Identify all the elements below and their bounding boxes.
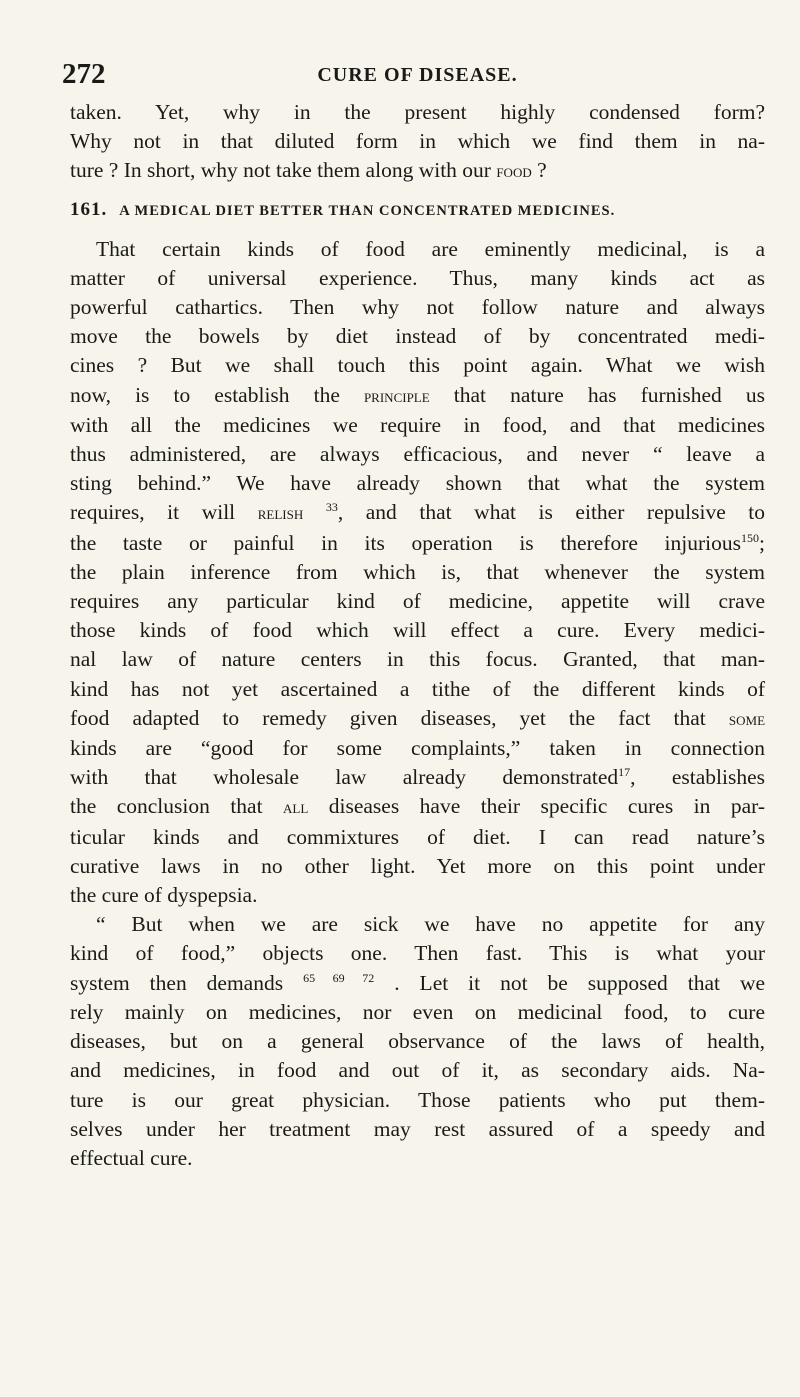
- text-line: and medicines, in food and out of it, as secondary aids. Na-: [70, 1058, 765, 1083]
- intro-paragraph: [70, 98, 765, 187]
- text-line: those kinds of food which will effect a cure. Every medici-: [70, 618, 765, 643]
- text-line: requires, it will relish $^{33}$, and that what is either repulsive to: [70, 500, 766, 525]
- text-line: system then demands $^{65 69 72}$ . Let it not be supposed that we: [70, 970, 766, 995]
- text-line: effectual cure.: [70, 1145, 193, 1170]
- small-caps-food: food: [496, 161, 532, 182]
- references-65-69-72: 65 69 72: [303, 970, 375, 985]
- text-line: cines ? But we shall touch this point again. What we wish: [70, 353, 765, 378]
- text-line: ticular kinds and commixtures of diet. I can read nature’s: [70, 824, 765, 849]
- text-line: food adapted to remedy given diseases, yet the fact that some: [70, 705, 766, 730]
- text-line: rely mainly on medicines, nor even on medicinal food, to cure: [70, 999, 765, 1024]
- reference-150: 150: [741, 530, 760, 545]
- text-line: diseases, but on a general observance of the laws of health,: [70, 1029, 765, 1054]
- text-line: kind has not yet ascertained a tithe of the different kinds of: [70, 676, 765, 701]
- text-line: taken. Yet, why in the present highly condensed form?: [70, 100, 765, 124]
- book-page: [62, 58, 766, 1173]
- small-caps-relish: relish: [257, 503, 304, 524]
- page-number: 272: [62, 58, 106, 90]
- reference-17: 17: [618, 765, 631, 780]
- text-line: move the bowels by diet instead of by concentrated medi-: [70, 324, 765, 349]
- text-line: Why not in that diluted form in which we find them in na-: [70, 129, 765, 154]
- section-heading: [70, 199, 765, 221]
- text-line: selves under her treatment may rest assured of a speedy and: [70, 1116, 765, 1141]
- text-line: requires any particular kind of medicine, appetite will crave: [70, 589, 765, 614]
- reference-33: 33: [325, 500, 338, 515]
- text-line: kinds are “good for some complaints,” taken in connection: [70, 736, 765, 761]
- section-title: A MEDICAL DIET BETTER THAN CONCENTRATED MEDICINES.: [119, 202, 616, 219]
- text-line: nal law of nature centers in this focus. Granted, that man-: [70, 647, 765, 672]
- running-title: CURE OF DISEASE.: [317, 64, 518, 86]
- text-line: the conclusion that all diseases have their specific cures in par-: [70, 794, 766, 819]
- body-paragraph-1: [70, 235, 765, 911]
- section-number: 161.: [70, 198, 108, 220]
- small-caps-some: some: [728, 708, 766, 729]
- text-line: ture ? In short, why not take them along with our food ?: [70, 158, 547, 183]
- text-line: curative laws in no other light. Yet more on this point under: [70, 853, 765, 878]
- text-line: with all the medicines we require in food, and that medicines: [70, 412, 765, 437]
- text-line: the taste or painful in its operation is therefore injurious$^{150}$;: [70, 530, 765, 555]
- text-line: now, is to establish the principle that nature has furnished us: [70, 382, 766, 407]
- small-caps-principle: principle: [363, 385, 430, 406]
- body-paragraph-2: [70, 910, 765, 1173]
- text-line: thus administered, are always efficacious, and never “ leave a: [70, 442, 765, 467]
- text-line: ture is our great physician. Those patients who put them-: [70, 1087, 765, 1112]
- small-caps-all: all: [283, 797, 309, 818]
- running-head: [62, 58, 765, 98]
- text-line: the cure of dyspepsia.: [70, 883, 258, 908]
- text-line: “ But when we are sick we have no appetite for any: [96, 912, 765, 937]
- text-line: matter of universal experience. Thus, many kinds act as: [70, 265, 765, 290]
- text-line: with that wholesale law already demonstrated$^{17}$, establishes: [70, 765, 765, 790]
- text-line: That certain kinds of food are eminently medicinal, is a: [96, 236, 765, 261]
- text-line: sting behind.” We have already shown that what the system: [70, 471, 765, 496]
- text-line: kind of food,” objects one. Then fast. This is what your: [70, 941, 765, 966]
- text-line: powerful cathartics. Then why not follow nature and always: [70, 295, 765, 320]
- text-line: the plain inference from which is, that whenever the system: [70, 559, 765, 584]
